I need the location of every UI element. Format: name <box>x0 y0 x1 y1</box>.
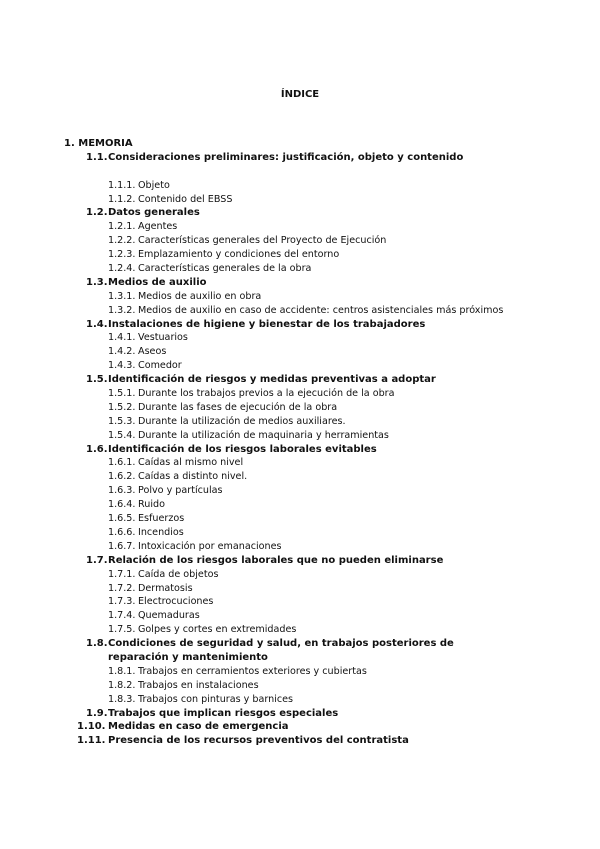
toc-label: Características generales del Proyecto de Ejecución <box>138 235 387 247</box>
toc-label: Identificación de los riesgos laborales evitables <box>108 443 377 455</box>
toc-number: 1.7.2. <box>108 582 136 594</box>
toc-item-1-2-2[interactable] <box>0 234 600 248</box>
toc-number: 1.1. <box>86 151 108 163</box>
toc-label: Consideraciones preliminares: justificación, objeto y contenido <box>108 151 464 163</box>
toc-number: 1.5.1. <box>108 388 136 400</box>
toc-item-1-5[interactable] <box>0 373 600 387</box>
toc-number: 1.5.3. <box>108 415 136 427</box>
toc-number: 1.1.2. <box>108 193 136 205</box>
toc-label: Medios de auxilio <box>108 276 207 288</box>
toc-item-1-6-3[interactable] <box>0 484 600 498</box>
toc-item-1-8-3[interactable] <box>0 693 600 707</box>
toc-item-1-7[interactable] <box>0 554 600 568</box>
toc-item-1-7-1[interactable] <box>0 568 600 582</box>
toc-number: 1.8.3. <box>108 693 136 705</box>
toc-label: Emplazamiento y condiciones del entorno <box>138 249 340 261</box>
toc-number: 1.2. <box>86 207 108 219</box>
toc-number: 1.7.4. <box>108 610 136 622</box>
toc-item-1-1-2[interactable] <box>0 193 600 207</box>
toc-label: Polvo y partículas <box>138 485 223 497</box>
toc-number: 1.4.3. <box>108 360 136 372</box>
toc-spacer <box>0 165 600 179</box>
toc-item-1-3-2[interactable] <box>0 304 600 318</box>
toc-item-1-6-6[interactable] <box>0 526 600 540</box>
toc-label: Trabajos en cerramientos exteriores y cubiertas <box>138 665 367 677</box>
toc-number: 1.3.1. <box>108 290 136 302</box>
toc-label: Presencia de los recursos preventivos del contratista <box>108 735 409 747</box>
toc-number: 1.6.7. <box>108 540 136 552</box>
toc-label: Objeto <box>138 179 170 191</box>
toc-number: 1.4.2. <box>108 346 136 358</box>
toc-item-1-4-1[interactable] <box>0 331 600 345</box>
toc-number: 1.6.5. <box>108 513 136 525</box>
toc-label: Incendios <box>138 526 184 538</box>
toc-number: 1.8.2. <box>108 679 136 691</box>
toc-label: Electrocuciones <box>138 596 214 608</box>
toc-number: 1.2.2. <box>108 235 136 247</box>
toc-number: 1.6. <box>86 443 108 455</box>
toc-item-1-2-3[interactable] <box>0 248 600 262</box>
toc-item-1-6[interactable] <box>0 443 600 457</box>
toc-item-1-5-3[interactable] <box>0 415 600 429</box>
toc-item-1-6-5[interactable] <box>0 512 600 526</box>
toc-number: 1.1.1. <box>108 179 136 191</box>
toc-label: Identificación de riesgos y medidas preventivas a adoptar <box>108 374 436 386</box>
toc-item-1-5-4[interactable] <box>0 429 600 443</box>
toc-number: 1.6.3. <box>108 485 136 497</box>
toc-number: 1.10. <box>77 721 106 733</box>
toc-number: 1.4.1. <box>108 332 136 344</box>
toc-number: 1.6.1. <box>108 457 136 469</box>
toc-item-1-4-2[interactable] <box>0 345 600 359</box>
toc-label: Durante la utilización de medios auxiliares. <box>138 415 346 427</box>
toc-label: Condiciones de seguridad y salud, en trabajos posteriores de reparación y mantenimiento <box>108 638 454 663</box>
toc-number: 1. <box>64 138 75 149</box>
toc-label: Trabajos con pinturas y barnices <box>138 693 294 705</box>
toc-number: 1.11. <box>77 735 106 747</box>
toc-number: 1.4. <box>86 318 108 330</box>
toc-number: 1.2.3. <box>108 249 136 261</box>
toc-number: 1.3. <box>86 276 108 288</box>
toc-item-1-3[interactable] <box>0 276 600 290</box>
toc-item-1-8-1[interactable] <box>0 665 600 679</box>
toc-item-1-2-4[interactable] <box>0 262 600 276</box>
toc-label: Aseos <box>138 346 167 358</box>
toc-label: Dermatosis <box>138 582 193 594</box>
toc-item-1-1[interactable] <box>0 151 600 165</box>
toc-number: 1.5.4. <box>108 429 136 441</box>
toc-item-1-7-5[interactable] <box>0 623 600 637</box>
toc-item-1-6-7[interactable] <box>0 540 600 554</box>
toc-number: 1.5. <box>86 374 108 386</box>
toc-label: Comedor <box>138 360 182 372</box>
toc-item-1-11[interactable] <box>0 734 600 748</box>
toc-number: 1.6.2. <box>108 471 136 483</box>
toc-item-1-7-3[interactable] <box>0 595 600 609</box>
toc-label: Intoxicación por emanaciones <box>138 540 282 552</box>
toc-item-1-1-1[interactable] <box>0 179 600 193</box>
toc-item-1-6-2[interactable] <box>0 470 600 484</box>
toc-label: Medios de auxilio en caso de accidente: centros asistenciales más próximos <box>138 304 504 316</box>
toc-label: Esfuerzos <box>138 513 185 525</box>
toc-number: 1.7.1. <box>108 568 136 580</box>
toc-label: Relación de los riesgos laborales que no pueden eliminarse <box>108 554 444 566</box>
toc-label: Caídas al mismo nivel <box>138 457 244 469</box>
toc-number: 1.7.5. <box>108 624 136 636</box>
toc-label: Trabajos en instalaciones <box>138 679 259 691</box>
toc-number: 1.6.6. <box>108 526 136 538</box>
toc-label: Durante los trabajos previos a la ejecución de la obra <box>138 388 395 400</box>
toc-number: 1.5.2. <box>108 401 136 413</box>
toc-item-1-7-2[interactable] <box>0 582 600 596</box>
toc-label: Datos generales <box>108 207 200 219</box>
toc-item-1-4-3[interactable] <box>0 359 600 373</box>
toc-label: Características generales de la obra <box>138 263 312 275</box>
toc-label: Durante las fases de ejecución de la obra <box>138 401 338 413</box>
toc-number: 1.8.1. <box>108 665 136 677</box>
toc-item-1-8[interactable] <box>0 637 600 665</box>
toc-label: Golpes y cortes en extremidades <box>138 624 297 636</box>
toc-item-1-5-2[interactable] <box>0 401 600 415</box>
toc-item-1-7-4[interactable] <box>0 609 600 623</box>
toc-label: Ruido <box>138 499 165 511</box>
table-of-contents <box>0 137 600 748</box>
toc-item-1-10[interactable] <box>0 720 600 734</box>
toc-label: Caída de objetos <box>138 568 219 580</box>
toc-item-1-3-1[interactable] <box>0 290 600 304</box>
toc-number: 1.2.1. <box>108 221 136 233</box>
toc-label: Caídas a distinto nivel. <box>138 471 248 483</box>
toc-label: Medios de auxilio en obra <box>138 290 262 302</box>
page-title: ÍNDICE <box>280 89 320 100</box>
toc-item-1-6-4[interactable] <box>0 498 600 512</box>
toc-number: 1.6.4. <box>108 499 136 511</box>
toc-item-1-4[interactable] <box>0 318 600 332</box>
toc-item-1-2-1[interactable] <box>0 220 600 234</box>
toc-number: 1.8. <box>86 638 108 650</box>
toc-number: 1.9. <box>86 707 108 719</box>
toc-label: Contenido del EBSS <box>138 193 233 205</box>
toc-label: Vestuarios <box>138 332 188 344</box>
toc-label: MEMORIA <box>78 138 133 149</box>
toc-label: Durante la utilización de maquinaria y herramientas <box>138 429 389 441</box>
toc-item-1-6-1[interactable] <box>0 456 600 470</box>
toc-item-1-5-1[interactable] <box>0 387 600 401</box>
toc-number: 1.3.2. <box>108 304 136 316</box>
toc-number: 1.2.4. <box>108 263 136 275</box>
toc-label: Medidas en caso de emergencia <box>108 721 289 733</box>
toc-label: Trabajos que implican riesgos especiales <box>108 707 339 719</box>
toc-item-1-9[interactable] <box>0 707 600 721</box>
toc-label: Quemaduras <box>138 610 200 622</box>
toc-label: Agentes <box>138 221 178 233</box>
toc-label: Instalaciones de higiene y bienestar de los trabajadores <box>108 318 426 330</box>
toc-item-1-2[interactable] <box>0 206 600 220</box>
toc-number: 1.7. <box>86 554 108 566</box>
toc-item-1-8-2[interactable] <box>0 679 600 693</box>
toc-number: 1.7.3. <box>108 596 136 608</box>
toc-section-1[interactable] <box>0 137 600 151</box>
